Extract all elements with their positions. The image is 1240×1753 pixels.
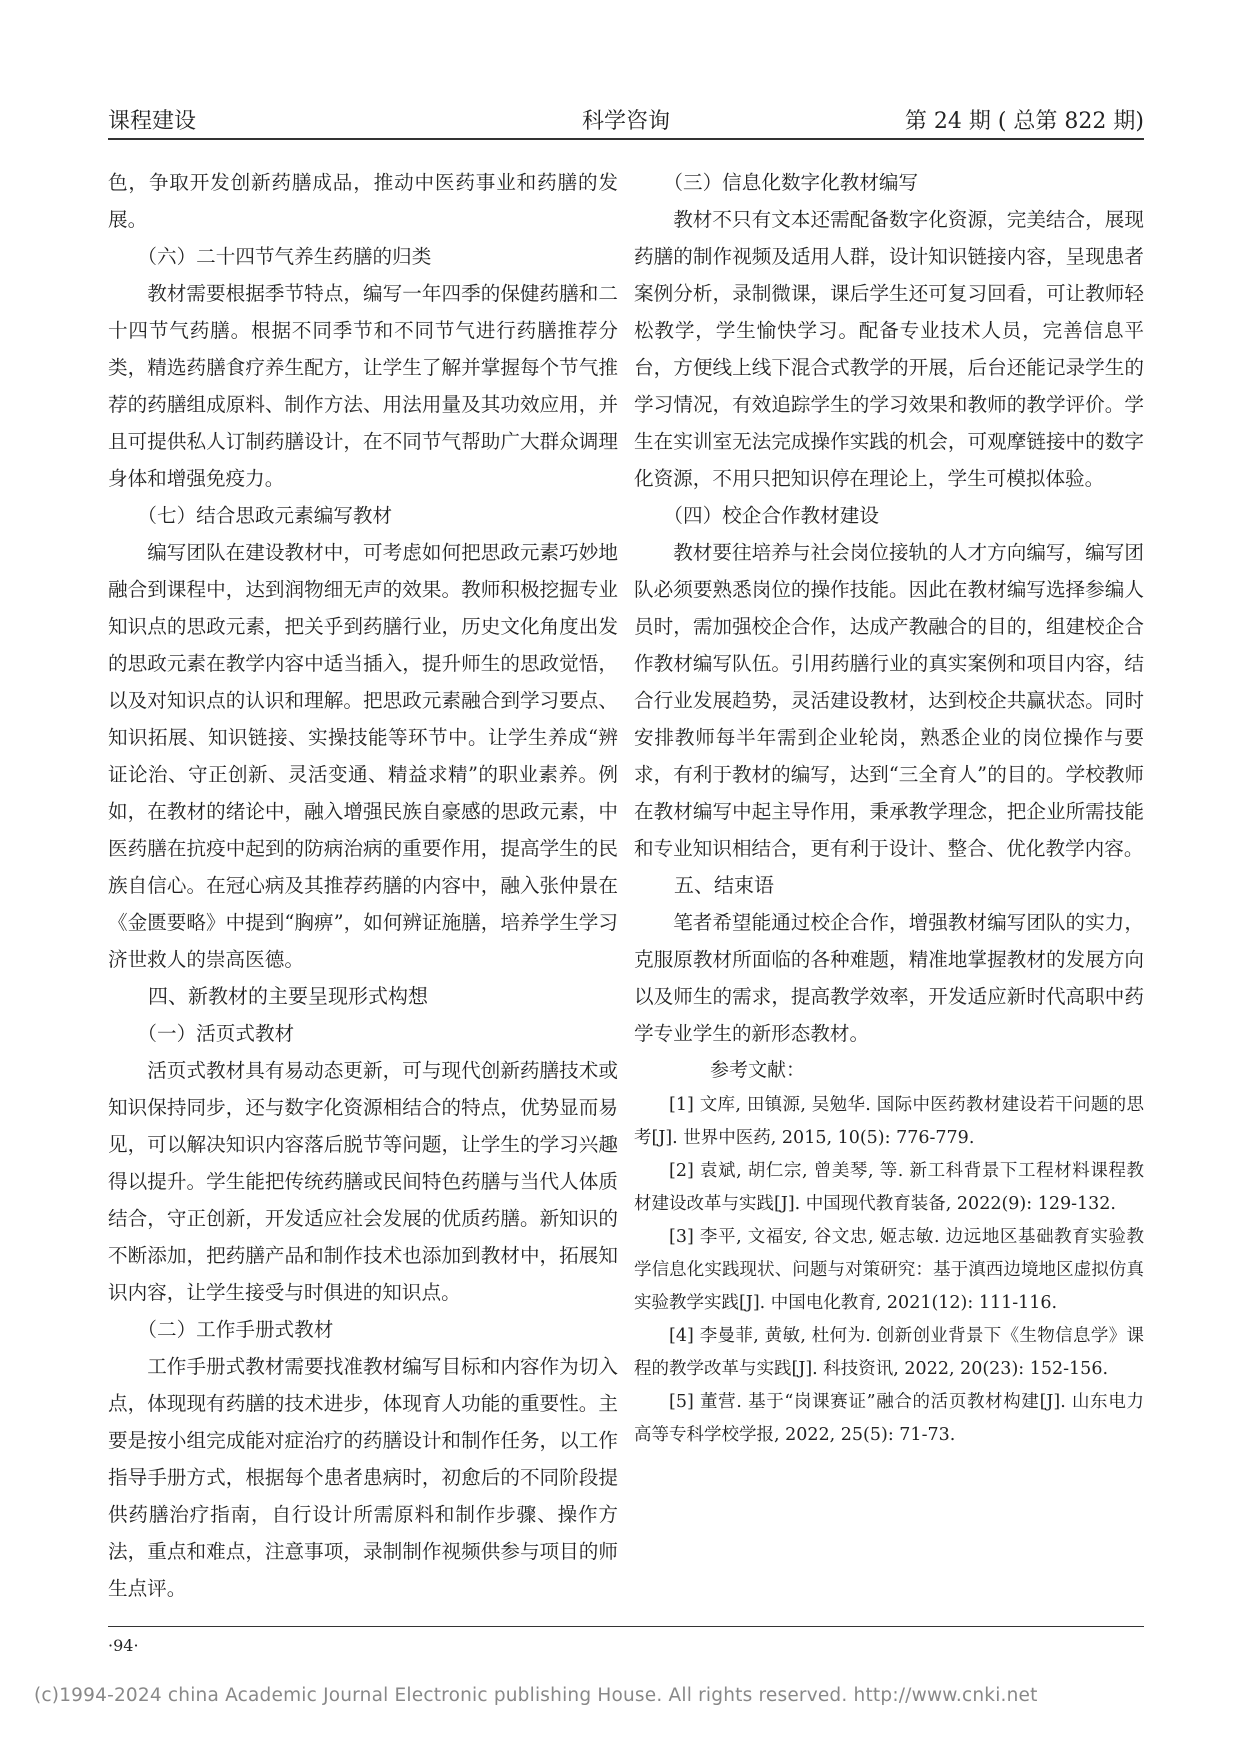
paragraph: 编写团队在建设教材中，可考虑如何把思政元素巧妙地融合到课程中，达到润物细无声的效果。教师积极挖掘专业知识点的思政元素，把关乎到药膳行业，历史文化角度出发的思政元素在教学内容中适当插入，提升师生的思政觉悟，以及对知识点的认识和理解。把思政元素融合到学习要点、知识拓展、知识链接、实操技能等环节中。让学生养成“辨证论治、守正创新、灵活变通、精益求精”的职业素养。例如，在教材的绪论中，融入增强民族自豪感的思政元素，中医药膳在抗疫中起到的防病治病的重要作用，提高学生的民族自信心。在冠心病及其推荐药膳的内容中，融入张仲景在《金匮要略》中提到“胸痹”，如何辨证施膳，培养学生学习济世救人的崇高医德。 — [108, 541, 618, 971]
paragraph: 色，争取开发创新药膳成品，推动中医药事业和药膳的发展。 — [108, 171, 618, 231]
section-heading: （一）活页式教材 — [137, 1022, 295, 1045]
header-journal-name: 科学咨询 — [581, 109, 671, 134]
paragraph: 教材要往培养与社会岗位接轨的人才方向编写，编写团队必须要熟悉岗位的操作技能。因此在教材编写选择参编人员时，需加强校企合作，达成产教融合的目的，组建校企合作教材编写队伍。引用药膳行业的真实案例和项目内容，结合行业发展趋势，灵活建设教材，达到校企共赢状态。同时安排教师每半年需到企业轮岗，熟悉企业的岗位操作与要求，有利于教材的编写，达到“三全育人”的目的。学校教师在教材编写中起主导作用，秉承教学理念，把企业所需技能和专业知识相结合，更有利于设计、整合、优化教学内容。 — [634, 541, 1144, 860]
section-heading: （四）校企合作教材建设 — [663, 504, 879, 527]
right-column — [634, 164, 1144, 1452]
reference-item: [1] 文库, 田镇源, 吴勉华. 国际中医药教材建设若干问题的思考[J]. 世界中医药, 2015, 10(5): 776-779. — [634, 1095, 1144, 1148]
reference-item: [2] 袁斌, 胡仁宗, 曾美琴, 等. 新工科背景下工程材料课程教材建设改革与实践[J]. 中国现代教育装备, 2022(9): 129-132. — [634, 1161, 1144, 1214]
page-number: ·94· — [108, 1636, 139, 1655]
chapter-heading: 五、结束语 — [674, 873, 774, 897]
footer-rule — [108, 1626, 1144, 1627]
section-heading: （三）信息化数字化教材编写 — [663, 171, 919, 194]
reference-item: [5] 董营. 基于“岗课赛证”融合的活页教材构建[J]. 山东电力高等专科学校学报, 2022, 25(5): 71-73. — [634, 1392, 1144, 1445]
chapter-heading: 四、新教材的主要呈现形式构想 — [148, 984, 428, 1008]
references-section — [634, 1052, 1144, 1452]
paragraph: 活页式教材具有易动态更新，可与现代创新药膳技术或知识保持同步，还与数字化资源相结合的特点，优势显而易见，可以解决知识内容落后脱节等问题，让学生的学习兴趣得以提升。学生能把传统药膳或民间特色药膳与当代人体质结合，守正创新，开发适应社会发展的优质药膳。新知识的不断添加，把药膳产品和制作技术也添加到教材中，拓展知识内容，让学生接受与时俱进的知识点。 — [108, 1059, 618, 1304]
header-section-name: 课程建设 — [108, 109, 197, 134]
reference-item: [4] 李曼菲, 黄敏, 杜何为. 创新创业背景下《生物信息学》课程的教学改革与实践[J]. 科技资讯, 2022, 20(23): 152-156. — [634, 1326, 1144, 1379]
paragraph: 工作手册式教材需要找准教材编写目标和内容作为切入点，体现现有药膳的技术进步，体现育人功能的重要性。主要是按小组完成能对症治疗的药膳设计和制作任务，以工作指导手册方式，根据每个患者患病时，初愈后的不同阶段提供药膳治疗指南，自行设计所需原料和制作步骤、操作方法，重点和难点，注意事项，录制制作视频供参与项目的师生点评。 — [108, 1355, 618, 1600]
section-heading: （二）工作手册式教材 — [137, 1318, 334, 1341]
paragraph: 教材不只有文本还需配备数字化资源，完美结合，展现药膳的制作视频及适用人群，设计知识链接内容，呈现患者案例分析，录制微课，课后学生还可复习回看，可让教师轻松教学，学生愉快学习。配备专业技术人员，完善信息平台，方便线上线下混合式教学的开展，后台还能记录学生的学习情况，有效追踪学生的学习效果和教师的教学评价。学生在实训室无法完成操作实践的机会，可观摩链接中的数字化资源，不用只把知识停在理论上，学生可模拟体验。 — [634, 208, 1144, 490]
section-heading: （七）结合思政元素编写教材 — [137, 504, 393, 527]
copyright-notice: (c)1994-2024 china Academic Journal Electronic publishing House. All rights reserved. http://www.cnki.net — [34, 1685, 1038, 1706]
paragraph: 教材需要根据季节特点，编写一年四季的保健药膳和二十四节气药膳。根据不同季节和不同节气进行药膳推荐分类，精选药膳食疗养生配方，让学生了解并掌握每个节气推荐的药膳组成原料、制作方法、用法用量及其功效应用，并且可提供私人订制药膳设计，在不同节气帮助广大群众调理身体和增强免疫力。 — [108, 282, 618, 490]
header-rule — [108, 138, 1144, 140]
header-issue-number: 第 24 期 ( 总第 822 期) — [904, 109, 1144, 134]
references-title: 参考文献： — [710, 1059, 806, 1081]
section-heading: （六）二十四节气养生药膳的归类 — [137, 245, 432, 268]
left-column — [108, 164, 618, 1607]
running-header — [108, 104, 1144, 134]
reference-item: [3] 李平, 文福安, 谷文忠, 姬志敏. 边远地区基础教育实验教学信息化实践现状、问题与对策研究：基于滇西边境地区虚拟仿真实验教学实践[J]. 中国电化教育, 2021(12): 111-116. — [634, 1227, 1144, 1313]
paragraph: 笔者希望能通过校企合作，增强教材编写团队的实力，克服原教材所面临的各种难题，精准地掌握教材的发展方向以及师生的需求，提高教学效率，开发适应新时代高职中药学专业学生的新形态教材。 — [634, 911, 1144, 1045]
